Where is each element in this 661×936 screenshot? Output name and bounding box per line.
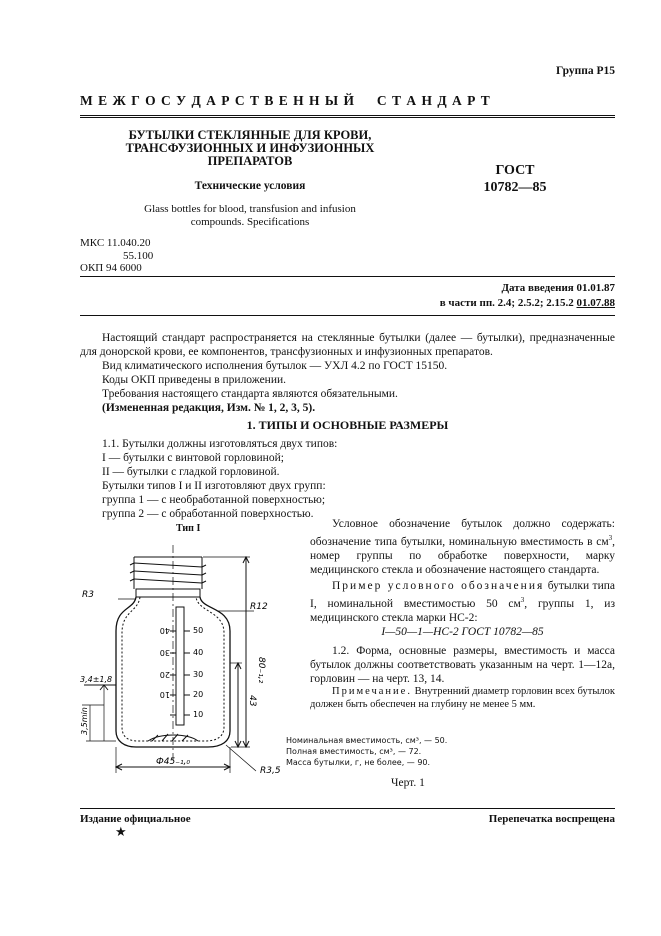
intro-date: 01.01.87 [576, 282, 615, 294]
reprint-prohibited: Перепечатка воспрещена [488, 813, 615, 825]
scale-right-20: 20 [193, 690, 204, 699]
nominal-capacity: Номинальная вместимость, см³, — 50. [286, 736, 448, 745]
scale-left-20: 20 [159, 670, 170, 679]
intro-paragraph-2: Вид климатического исполнения бутылок — УХЛ 4.2 по ГОСТ 15150. [102, 360, 448, 372]
header-rule-bottom [80, 117, 615, 118]
example-label: Пример условного обозначения [332, 579, 545, 592]
type-1-item: I — бутылки с винтовой горловиной; [102, 452, 284, 464]
gost-designation [460, 162, 570, 196]
gost-number: 10782—85 [483, 180, 547, 195]
english-title-line-1: Glass bottles for blood, transfusion and infusion [144, 203, 356, 215]
note [310, 685, 615, 711]
height-80-label: 80₋₁,₂ [256, 657, 266, 684]
intro-text [80, 331, 615, 415]
dim-3-4-label: 3,4±1,8 [80, 675, 113, 684]
intro-date-label: Дата введения [501, 282, 574, 294]
official-edition: Издание официальное [80, 813, 191, 825]
interstate-standard-heading: М Е Ж Г О С У Д А Р С Т В Е Н Н Ы Й С Т А Н Д А Р Т [80, 93, 491, 108]
section-1-heading: 1. ТИПЫ И ОСНОВНЫЕ РАЗМЕРЫ [246, 418, 449, 432]
groups-intro: Бутылки типов I и II изготовляют двух групп: [102, 480, 326, 492]
clause-1-2-text: 1.2. Форма, основные размеры, вместимость и масса бутылок должны соответствовать указанным на черт. 1—12а, горловин — на черт. 13, 14. [310, 645, 615, 685]
r12-label: R12 [250, 602, 268, 612]
dates-separator [80, 315, 615, 316]
scale-right-40: 40 [193, 648, 204, 657]
bottle-drawing [78, 535, 313, 785]
scale-left-30: 30 [159, 648, 170, 657]
designation-text [310, 517, 615, 625]
title-line-2: ТРАНСФУЗИОННЫХ И ИНФУЗИОННЫХ [125, 141, 375, 155]
height-43-label: 43 [247, 695, 257, 707]
example-text-b: , группы 1, из медицинского стекла марки НС-2: [310, 597, 615, 624]
scale-right-50: 50 [193, 626, 204, 635]
document-title [95, 129, 405, 168]
example-text-a: бутылки типа I, номинальной вместимостью 50 см [310, 579, 615, 610]
scale-right-30: 30 [193, 670, 204, 679]
bottle-specs [286, 735, 447, 768]
designation-paragraph-a: Условное обозначение бутылок должно содержать: обозначение типа бутылки, номинальную вместимость в см [310, 518, 615, 548]
english-title-line-2: compounds. Specifications [190, 216, 310, 228]
clause-1-2 [310, 644, 615, 686]
title-separator [80, 276, 615, 277]
section-1-list [80, 437, 615, 521]
mks-code-1: МКС 11.040.20 [80, 237, 151, 249]
header-rule-top [80, 115, 615, 116]
note-label: Примечание. [332, 686, 412, 697]
intro-paragraph-4: Требования настоящего стандарта являются обязательными. [102, 388, 398, 400]
figure-caption: Черт. 1 [391, 777, 425, 789]
scale-left-10: 10 [159, 690, 170, 699]
r3-5-label: R3,5 [260, 766, 281, 776]
dim-3-5-label: 3,5min [80, 707, 89, 735]
english-title [95, 203, 405, 229]
group-1-item: группа 1 — с необработанной поверхностью; [102, 494, 326, 506]
type-label: Тип I [176, 523, 201, 534]
example-superscript: 3 [520, 595, 525, 604]
group-label: Группа Р15 [556, 65, 615, 77]
gost-label: ГОСТ [495, 163, 535, 178]
intro-paragraph-1: Настоящий стандарт распространяется на стеклянные бутылки (далее — бутылки), предназначенные для донорской крови, ее компонентов, трансфузионных и инфузионных препаратов. [80, 332, 615, 358]
classification-codes [80, 237, 153, 275]
title-line-1: БУТЫЛКИ СТЕКЛЯННЫЕ ДЛЯ КРОВИ, [128, 128, 372, 142]
diameter-45-label: Ф45₋₁,₀ [156, 757, 191, 767]
intro-paragraph-3: Коды ОКП приведены в приложении. [102, 374, 287, 386]
mks-code-2: 55.100 [123, 249, 154, 262]
document-subtitle: Технические условия [194, 180, 306, 192]
r3-label: R3 [82, 590, 94, 600]
footer-rule [80, 808, 615, 809]
title-line-3: ПРЕПАРАТОВ [207, 154, 293, 168]
bottle-mass: Масса бутылки, г, не более, — 90. [286, 758, 431, 767]
star-icon: ★ [115, 824, 127, 839]
scale-right-10: 10 [193, 710, 204, 719]
amendment-note: (Измененная редакция, Изм. № 1, 2, 3, 5). [102, 402, 316, 414]
clause-1-1: 1.1. Бутылки должны изготовляться двух типов: [102, 438, 338, 450]
type-2-item: II — бутылки с гладкой горловиной. [102, 466, 280, 478]
note-text: Внутренний диаметр горловин всех бутылок должен быть обеспечен на глубину не менее 5 мм. [310, 686, 615, 710]
partial-date: 01.07.88 [576, 297, 615, 309]
group-2-item: группа 2 — с обработанной поверхностью. [102, 508, 314, 520]
scale-left-40: 40 [159, 626, 170, 635]
okp-code: ОКП 94 6000 [80, 262, 142, 274]
unit-superscript: 3 [608, 534, 613, 542]
partial-date-label: в части пп. 2.4; 2.5.2; 2.15.2 [439, 297, 574, 309]
full-capacity: Полная вместимость, см³, — 72. [286, 747, 422, 756]
example-designation: I—50—1—НС-2 ГОСТ 10782—85 [381, 626, 544, 638]
designation-paragraph-b: , номер группы по обработке поверхности, марку медицинского стекла и обозначение настоящего стандарта. [310, 535, 615, 576]
effective-dates [440, 281, 615, 311]
